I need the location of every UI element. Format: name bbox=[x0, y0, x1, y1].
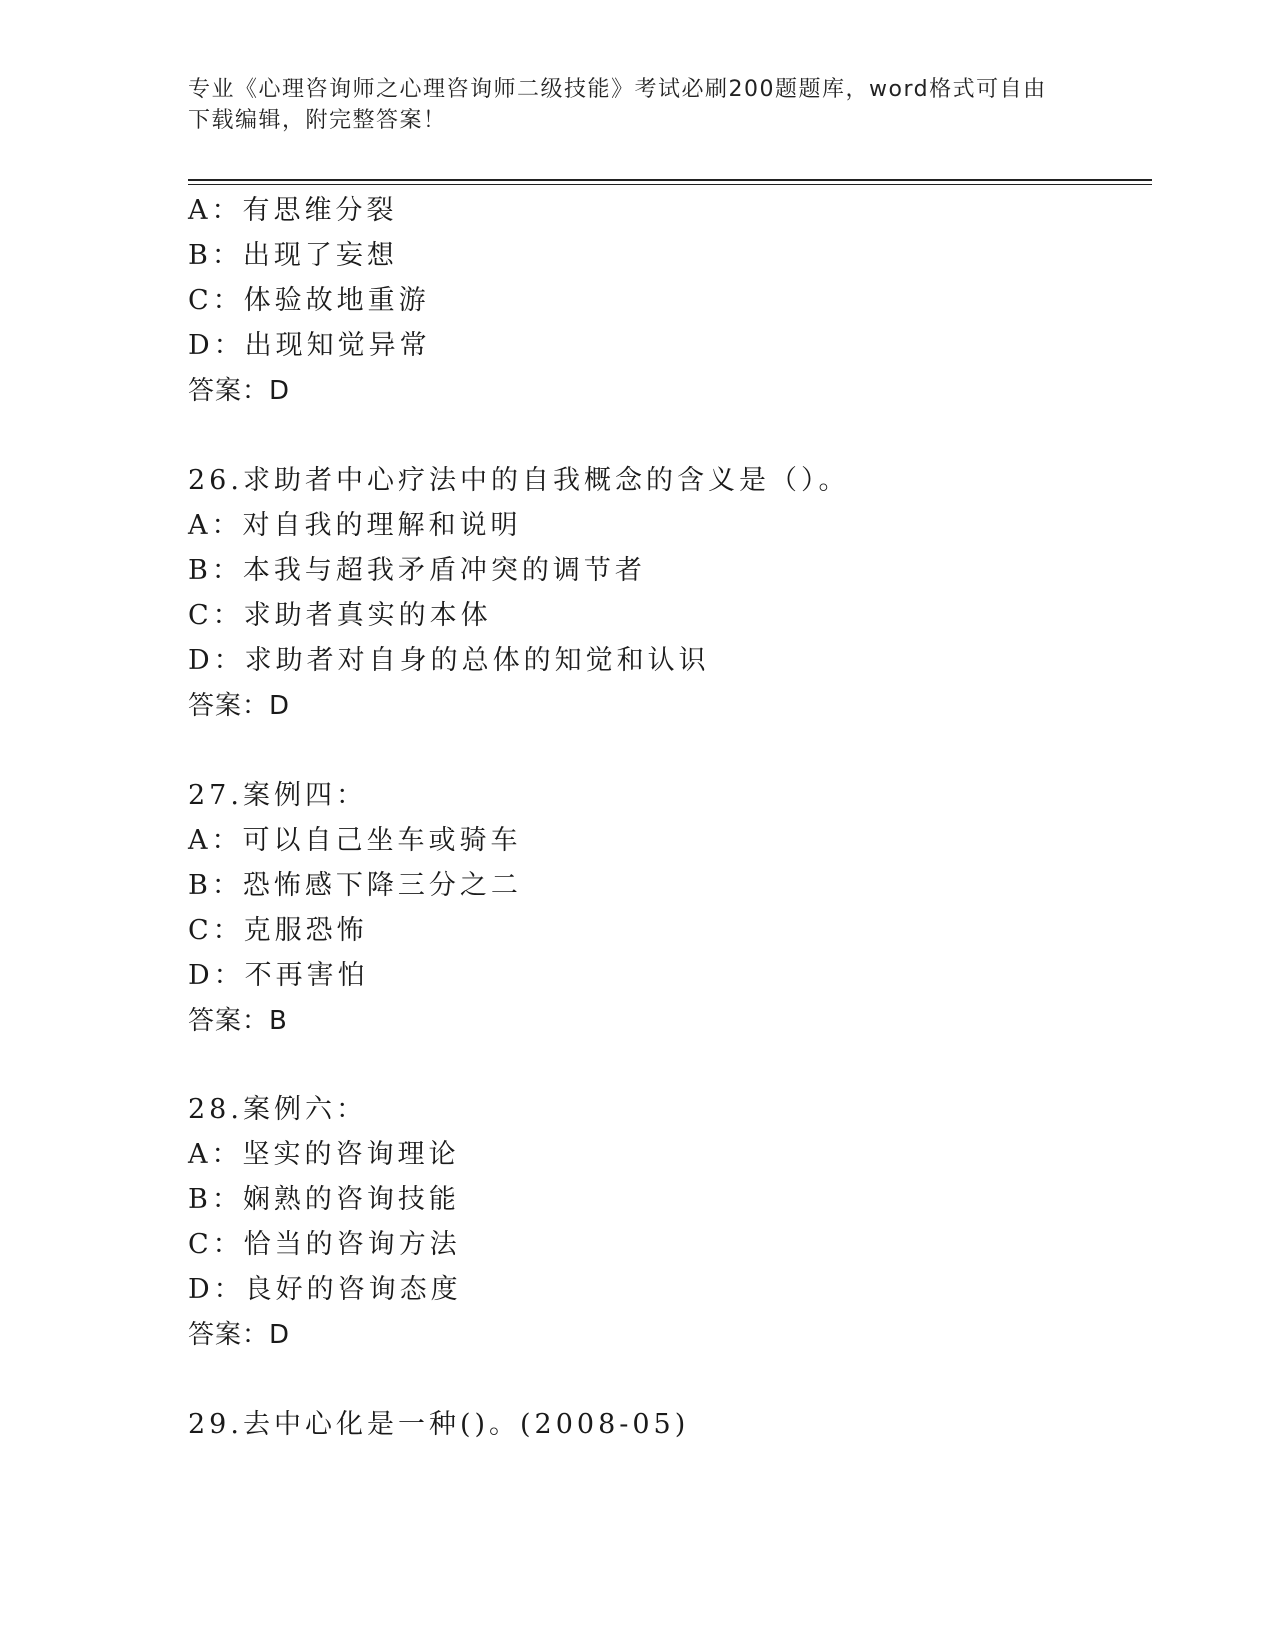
option-b: B：本我与超我矛盾冲突的调节者 bbox=[188, 555, 646, 586]
option-a: A：有思维分裂 bbox=[188, 195, 398, 226]
answer-line: 答案：D bbox=[188, 691, 291, 721]
document-header: 专业《心理咨询师之心理咨询师二级技能》考试必刷200题题库，word格式可自由下载编辑，附完整答案！ bbox=[188, 77, 1047, 133]
option-d: D：出现知觉异常 bbox=[188, 330, 431, 361]
option-d: D：求助者对自身的总体的知觉和认识 bbox=[188, 645, 710, 676]
option-b: B：娴熟的咨询技能 bbox=[188, 1184, 460, 1215]
question-stem: 28.案例六： bbox=[188, 1094, 367, 1125]
option-a: A：可以自己坐车或骑车 bbox=[188, 825, 522, 856]
header-rule-thick bbox=[188, 179, 1152, 181]
option-c: C：求助者真实的本体 bbox=[188, 600, 492, 631]
option-c: C：恰当的咨询方法 bbox=[188, 1229, 461, 1260]
answer-line: 答案：B bbox=[188, 1006, 288, 1036]
answer-line: 答案：D bbox=[188, 376, 291, 406]
option-a: A：对自我的理解和说明 bbox=[188, 510, 522, 541]
option-b: B：出现了妄想 bbox=[188, 240, 398, 271]
option-b: B：恐怖感下降三分之二 bbox=[188, 870, 522, 901]
answer-line: 答案：D bbox=[188, 1320, 291, 1350]
question-stem: 27.案例四： bbox=[188, 780, 367, 811]
question-stem: 26.求助者中心疗法中的自我概念的含义是（）。 bbox=[188, 465, 850, 496]
option-d: D：不再害怕 bbox=[188, 960, 369, 991]
option-d: D：良好的咨询态度 bbox=[188, 1274, 462, 1305]
option-c: C：体验故地重游 bbox=[188, 285, 430, 316]
option-c: C：克服恐怖 bbox=[188, 915, 368, 946]
question-stem: 29.去中心化是一种()。(2008-05) bbox=[188, 1409, 690, 1440]
header-rule-thin bbox=[188, 184, 1152, 185]
option-a: A：坚实的咨询理论 bbox=[188, 1139, 460, 1170]
